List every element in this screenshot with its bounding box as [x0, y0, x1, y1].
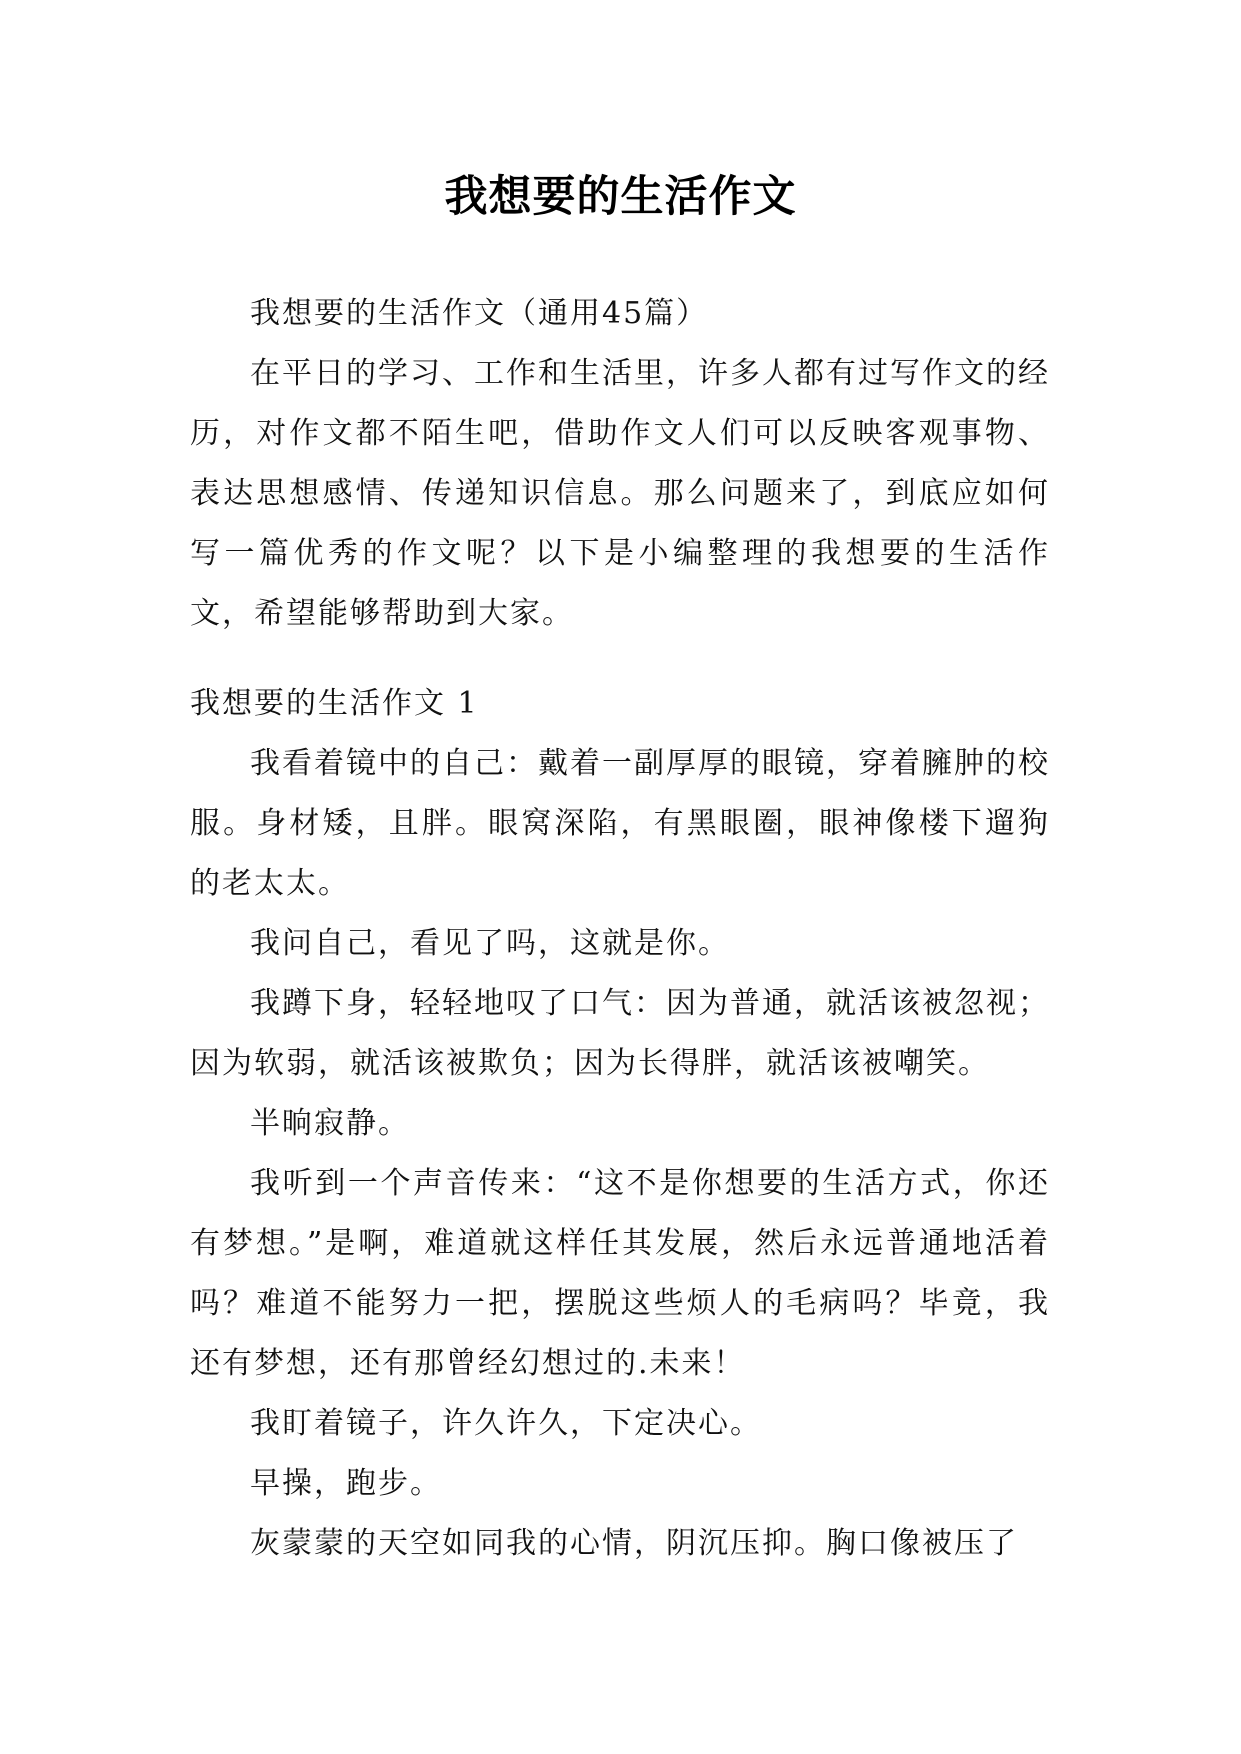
document-body — [190, 284, 1050, 1574]
paragraph-7: 早操，跑步。 — [250, 1466, 442, 1501]
paragraph-8: 灰蒙蒙的天空如同我的心情，阴沉压抑。胸口像被压了 — [250, 1526, 1018, 1561]
paragraph-6: 我盯着镜子，许久许久，下定决心。 — [250, 1406, 762, 1441]
section-gap — [190, 644, 1050, 674]
paragraph-1: 我看着镜中的自己：戴着一副厚厚的眼镜，穿着臃肿的校服。身材矮，且胖。眼窝深陷，有黑眼圈，眼神像楼下遛狗的老太太。 — [190, 746, 1050, 901]
paragraph-2: 我问自己，看见了吗，这就是你。 — [250, 926, 730, 961]
paragraph-3: 我蹲下身，轻轻地叹了口气：因为普通，就活该被忽视；因为软弱，就活该被欺负；因为长得胖，就活该被嘲笑。 — [190, 986, 1050, 1081]
paragraph-5: 我听到一个声音传来：“这不是你想要的生活方式，你还有梦想。”是啊，难道就这样任其发展，然后永远普通地活着吗？难道不能努力一把，摆脱这些烦人的毛病吗？毕竟，我还有梦想，还有那曾经幻想过的.未来！ — [190, 1166, 1050, 1381]
section-heading: 我想要的生活作文 1 — [190, 686, 479, 721]
paragraph-4: 半晌寂静。 — [250, 1106, 410, 1141]
intro-subtitle: 我想要的生活作文（通用45篇） — [250, 296, 709, 331]
page-title: 我想要的生活作文 — [444, 171, 797, 222]
intro-paragraph: 在平日的学习、工作和生活里，许多人都有过写作文的经历，对作文都不陌生吧，借助作文人们可以反映客观事物、表达思想感情、传递知识信息。那么问题来了，到底应如何写一篇优秀的作文呢？以下是小编整理的我想要的生活作文，希望能够帮助到大家。 — [190, 356, 1050, 631]
